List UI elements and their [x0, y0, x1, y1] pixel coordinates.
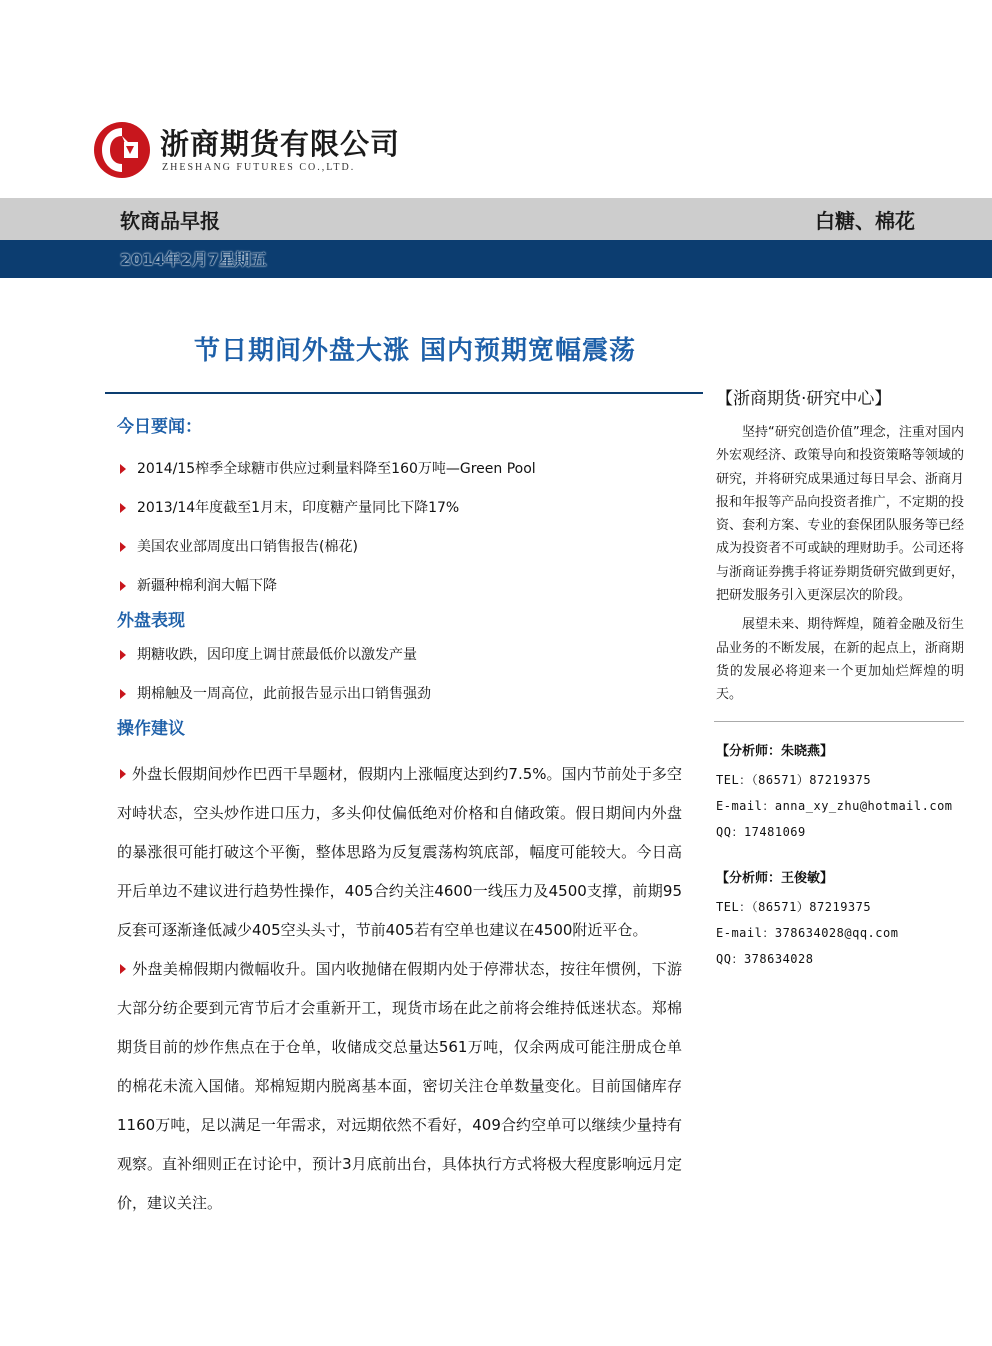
sidebar-divider — [714, 721, 964, 722]
advice-text: 外盘长假期间炒作巴西干旱题材，假期内上涨幅度达到约7.5%。国内节前处于多空对峙状态，空头炒作进口压力，多头仰仗偏低绝对价格和自储政策。假日期间内外盘的暴涨很可能打破这个平衡，整体思路为反复震荡构筑底部，幅度可能较大。今日高开后单边不建议进行趋势性操作，405合约关注4600一线压力及4500支撑，前期95反套可逐渐逢低减少405空头头寸，节前405若有空单也建议在4500附近平仓。 — [117, 765, 682, 939]
commodities-label: 白糖、棉花 — [815, 209, 915, 233]
bullet-arrow-icon — [120, 769, 126, 779]
analyst-email: E-mail：378634028@qq.com — [716, 925, 899, 940]
overseas-list — [117, 645, 682, 704]
main-column — [117, 412, 682, 1223]
list-item — [117, 459, 682, 479]
analyst-name: 【分析师：朱晓燕】 — [716, 743, 834, 759]
list-item — [117, 537, 682, 557]
sidebar-paragraph: 坚持“研究创造价值”理念，注重对国内外宏观经济、政策导向和投资策略等领域的研究，并将研究成果通过每日早会、浙商月报和年报等产品向投资者推广，不定期的投资、套利方案、专业的套保团队服务等已经成为投资者不可或缺的理财助手。公司还将与浙商证券携手将证券期货研究做到更好，把研发服务引入更深层次的阶段。 — [716, 425, 964, 604]
bullet-arrow-icon — [120, 581, 126, 591]
analyst-email: E-mail：anna_xy_zhu@hotmail.com — [716, 798, 953, 813]
company-name-en: ZHESHANG FUTURES CO.,LTD. — [162, 162, 356, 173]
section-title-overseas: 外盘表现 — [117, 611, 185, 631]
news-text: 2014/15榨季全球糖市供应过剩量料降至160万吨—Green Pool — [137, 461, 536, 477]
bullet-arrow-icon — [120, 689, 126, 699]
company-logo-icon — [92, 120, 152, 180]
news-text: 期糖收跌，因印度上调甘蔗最低价以激发产量 — [137, 647, 417, 663]
page-title: 节日期间外盘大涨 国内预期宽幅震荡 — [193, 336, 637, 366]
sidebar-paragraph: 展望未来、期待辉煌，随着金融及衍生品业务的不断发展，在新的起点上，浙商期货的发展必将迎来一个更加灿烂辉煌的明天。 — [716, 617, 964, 703]
analyst-qq: QQ：378634028 — [716, 951, 814, 966]
list-item — [117, 576, 682, 596]
list-item — [117, 684, 682, 704]
list-item — [117, 645, 682, 665]
analyst-tel: TEL：（86571）87219375 — [716, 772, 872, 787]
list-item — [117, 498, 682, 518]
analyst-card — [716, 740, 964, 845]
bullet-arrow-icon — [120, 542, 126, 552]
company-name-cn: 浙商期货有限公司 — [160, 127, 401, 161]
news-text: 期棉触及一周高位，此前报告显示出口销售强劲 — [137, 686, 431, 702]
bullet-arrow-icon — [120, 964, 126, 974]
analyst-card — [716, 867, 964, 972]
bullet-arrow-icon — [120, 650, 126, 660]
section-title-today-news: 今日要闻： — [117, 417, 202, 437]
report-date: 2014年2月7星期五 — [120, 250, 267, 269]
section-title-advice: 操作建议 — [117, 719, 185, 739]
advice-text: 外盘美棉假期内微幅收升。国内收抛储在假期内处于停滞状态，按往年惯例，下游大部分纺企要到元宵节后才会重新开工，现货市场在此之前将会维持低迷状态。郑棉期货目前的炒作焦点在于仓单，收储成交总量达561万吨，仅余两成可能注册成仓单的棉花未流入国储。郑棉短期内脱离基本面，密切关注仓单数量变化。目前国储库存1160万吨，足以满足一年需求，对远期依然不看好，409合约空单可以继续少量持有观察。直补细则正在讨论中，预计3月底前出台，具体执行方式将极大程度影响远月定价，建议关注。 — [117, 960, 682, 1212]
news-text: 2013/14年度截至1月末，印度糖产量同比下降17% — [137, 500, 460, 516]
analyst-qq: QQ：17481069 — [716, 824, 806, 839]
sidebar — [716, 384, 964, 994]
bullet-arrow-icon — [120, 464, 126, 474]
analyst-name: 【分析师：王俊敏】 — [716, 870, 834, 886]
news-text: 美国农业部周度出口销售报告(棉花) — [137, 539, 358, 555]
news-text: 新疆种棉利润大幅下降 — [137, 578, 277, 594]
bullet-arrow-icon — [120, 503, 126, 513]
advice-paragraph-sugar — [117, 755, 682, 950]
report-type: 软商品早报 — [120, 209, 220, 233]
advice-paragraph-cotton — [117, 950, 682, 1223]
sidebar-title: 【浙商期货·研究中心】 — [716, 389, 892, 409]
title-divider — [105, 392, 703, 394]
today-news-list — [117, 459, 682, 596]
analyst-tel: TEL：（86571）87219375 — [716, 899, 872, 914]
